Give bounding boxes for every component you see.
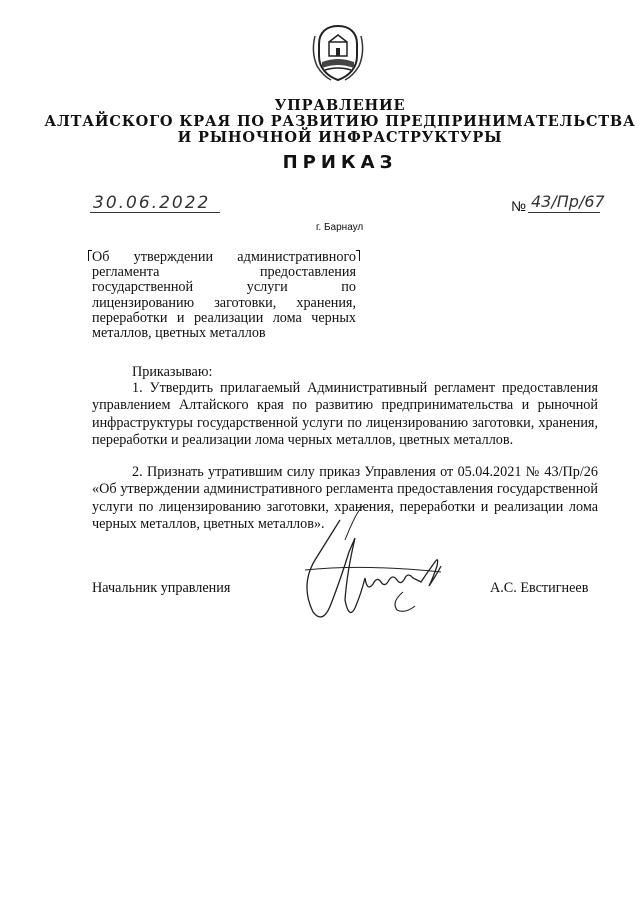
org-header-line-3: И РЫНОЧНОЙ ИНФРАСТРУКТУРЫ xyxy=(177,129,503,146)
date-underline xyxy=(90,212,220,213)
subject-bracket-left xyxy=(88,250,92,261)
handwritten-signature xyxy=(245,500,465,640)
coat-of-arms-icon xyxy=(307,22,369,84)
org-header-line-1: УПРАВЛЕНИЕ xyxy=(274,97,406,114)
subject-bracket-right xyxy=(356,250,360,261)
order-item-2: 2. Признать утратившим силу приказ Управления от 05.04.2021 № 43/Пр/26 «Об утверждении административного регламента предоставления государственной услуги по лицензированию заготовки, хранения, переработки и реализации лома черных металлов, цветных металлов». xyxy=(92,464,598,532)
city: г. Барнаул xyxy=(316,222,364,233)
order-subject xyxy=(92,250,356,341)
order-date: 30.06.2022 xyxy=(93,193,211,213)
document-type-title: ПРИКАЗ xyxy=(282,152,398,173)
order-number-label: № xyxy=(511,198,527,214)
org-header-line-2: АЛТАЙСКОГО КРАЯ ПО РАЗВИТИЮ ПРЕДПРИНИМАТЕЛЬСТВА xyxy=(44,113,636,130)
order-number: 43/Пр/67 xyxy=(531,192,605,211)
order-intro: Приказываю: xyxy=(132,364,213,380)
signer-name: А.С. Евстигнеев xyxy=(490,580,589,596)
subject-text: Об утверждении административного регламента предоставления государственной услуги по лицензированию заготовки, хранения, переработки и реализации лома черных металлов, цветных металлов xyxy=(92,249,356,342)
number-underline xyxy=(528,212,600,213)
signer-position: Начальник управления xyxy=(92,580,231,596)
order-item-1: 1. Утвердить прилагаемый Административный регламент предоставления управлением Алтайского края по развитию предпринимательства и рыночной инфраструктуры государственной услуги по лицензированию заготовки, хранения, переработки и реализации лома черных металлов, цветных металлов. xyxy=(92,380,598,448)
